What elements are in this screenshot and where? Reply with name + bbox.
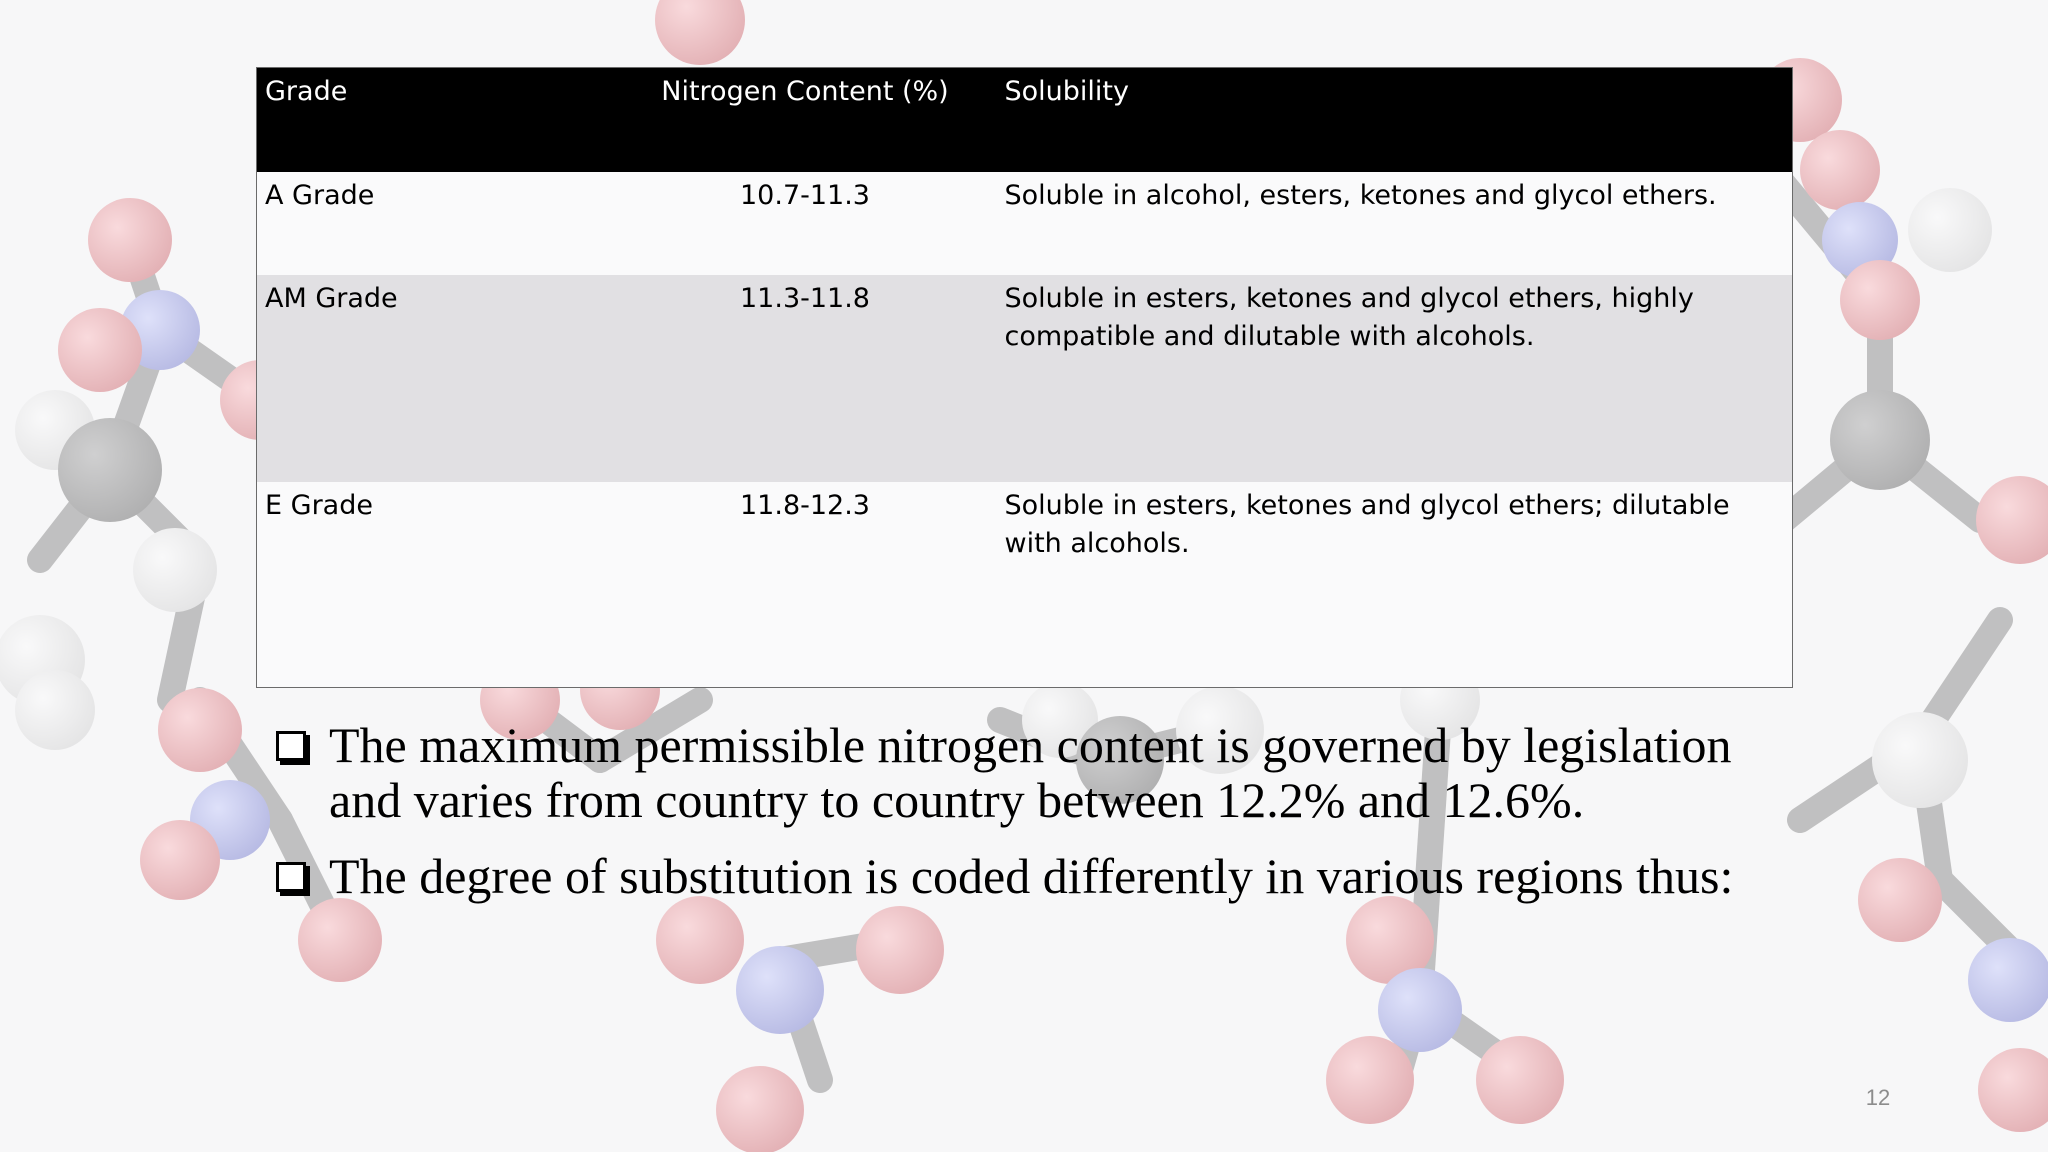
cell-solubility: Soluble in alcohol, esters, ketones and glycol ethers.	[1004, 179, 1717, 211]
cell-grade: A Grade	[265, 179, 375, 211]
cell-nitrogen: 10.7-11.3	[740, 179, 870, 211]
bullet-list	[272, 718, 1802, 925]
bullet-text: The maximum permissible nitrogen content is governed by legislation and varies from country to country between 12.2% and 12.6%.	[329, 717, 1732, 828]
bullet-item	[272, 718, 1802, 828]
cell-nitrogen: 11.3-11.8	[740, 282, 870, 314]
header-nitrogen-content: Nitrogen Content (%)	[661, 76, 949, 107]
table-row	[257, 172, 1793, 275]
bullet-text: The degree of substitution is coded differently in various regions thus:	[329, 848, 1734, 904]
table-row	[257, 275, 1793, 482]
table-header-row	[257, 68, 1793, 172]
bullet-item	[272, 849, 1802, 904]
header-grade: Grade	[265, 76, 348, 107]
nitrocellulose-grades-table	[256, 67, 1793, 688]
header-solubility: Solubility	[1004, 76, 1129, 107]
cell-solubility: Soluble in esters, ketones and glycol ethers, highly compatible and dilutable with alcohols.	[1004, 282, 1694, 352]
table-body	[257, 172, 1793, 688]
hollow-square-bullet-icon	[276, 731, 306, 761]
slide-number: 12	[1865, 1085, 1891, 1110]
table-row	[257, 482, 1793, 688]
cell-grade: AM Grade	[265, 282, 398, 314]
cell-solubility: Soluble in esters, ketones and glycol ethers; dilutable with alcohols.	[1004, 489, 1730, 559]
cell-grade: E Grade	[265, 489, 373, 521]
hollow-square-bullet-icon	[276, 862, 306, 892]
cell-nitrogen: 11.8-12.3	[740, 489, 870, 521]
table-header	[257, 68, 1793, 172]
